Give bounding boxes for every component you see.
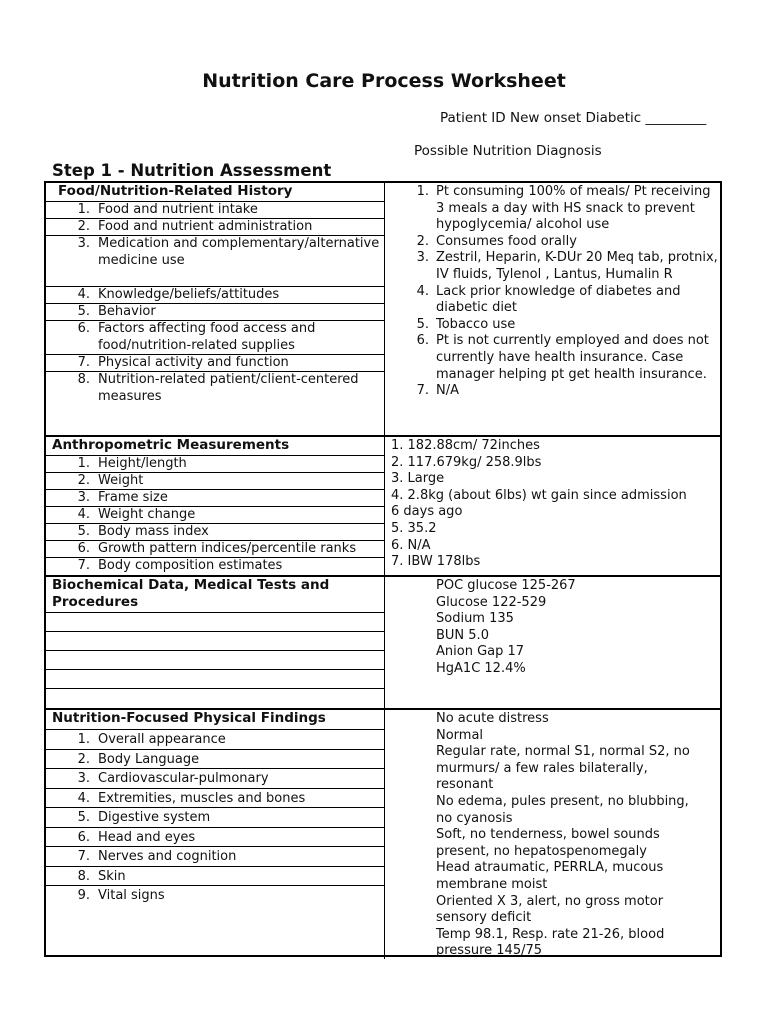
list-item: 5. Behavior bbox=[46, 304, 384, 321]
list-item: 8. Nutrition-related patient/client-centered measures bbox=[77, 372, 359, 404]
finding-line: membrane moist bbox=[436, 876, 548, 892]
list-item: 2. Body Language bbox=[46, 750, 384, 770]
finding-item: 4. Lack prior knowledge of diabetes and diabetic diet bbox=[416, 283, 681, 316]
blank-row bbox=[46, 613, 384, 632]
list-item: 4. Weight change bbox=[46, 507, 384, 524]
finding-line: resonant bbox=[436, 777, 494, 793]
finding-line: Sodium 135 bbox=[436, 611, 514, 627]
food-history-header: Food/Nutrition-Related History bbox=[46, 183, 384, 202]
physical-criteria bbox=[46, 710, 385, 959]
worksheet-title: Nutrition Care Process Worksheet bbox=[202, 70, 566, 92]
list-item: 2. Weight bbox=[46, 473, 384, 490]
list-item: 7. Nerves and cognition bbox=[46, 847, 384, 867]
finding-line: no cyanosis bbox=[436, 810, 513, 826]
list-item: 7. Body composition estimates bbox=[77, 558, 283, 573]
biochemical-section bbox=[46, 575, 720, 710]
nutrition-diagnosis-line: Possible Nutrition Diagnosis bbox=[414, 143, 602, 159]
biochemical-header bbox=[46, 577, 384, 613]
finding-line: 6. N/A bbox=[391, 537, 431, 553]
finding-line: 2. 117.679kg/ 258.9lbs bbox=[391, 454, 542, 470]
finding-item: 1. Pt consuming 100% of meals/ Pt receiving 3 meals a day with HS snack to prevent hypoglycemia/ alcohol use bbox=[416, 184, 711, 233]
biochemical-header-line2: Procedures bbox=[52, 594, 139, 610]
list-item: 3. Medication and complementary/alternative medicine use bbox=[46, 236, 384, 287]
finding-line: murmurs/ a few rales bilaterally, bbox=[436, 760, 648, 776]
finding-line: 4. 2.8kg (about 6lbs) wt gain since admission bbox=[391, 487, 687, 503]
anthropometric-header: Anthropometric Measurements bbox=[46, 437, 384, 456]
finding-line: Normal bbox=[436, 727, 484, 743]
finding-line: 1. 182.88cm/ 72inches bbox=[391, 438, 540, 453]
finding-line: BUN 5.0 bbox=[436, 627, 489, 643]
finding-line: Soft, no tenderness, bowel sounds bbox=[436, 827, 660, 843]
list-item: 4. Knowledge/beliefs/attitudes bbox=[46, 287, 384, 304]
finding-item: 3. Zestril, Heparin, K-DUr 20 Meq tab, protnix, IV fluids, Tylenol , Lantus, Humalin R bbox=[416, 250, 718, 282]
blank-row bbox=[46, 632, 384, 651]
finding-line: Head atraumatic, PERRLA, mucous bbox=[436, 860, 664, 876]
finding-line: Anion Gap 17 bbox=[436, 644, 525, 660]
list-item: 3. Cardiovascular-pulmonary bbox=[46, 769, 384, 789]
list-item: 3. Frame size bbox=[46, 490, 384, 507]
list-item: 1. Food and nutrient intake bbox=[46, 202, 384, 219]
list-item: 6. Head and eyes bbox=[46, 828, 384, 848]
biochemical-criteria bbox=[46, 577, 385, 710]
list-item: 1. Height/length bbox=[46, 456, 384, 473]
finding-line: No edema, pules present, no blubbing, bbox=[436, 793, 689, 809]
finding-item: 6. Pt is not currently employed and does not currently have health insurance. Case manager helping pt get health insurance. bbox=[416, 333, 709, 382]
food-history-findings bbox=[385, 183, 720, 435]
finding-item: 2. Consumes food orally bbox=[416, 233, 577, 249]
finding-line: Glucose 122-529 bbox=[436, 594, 547, 610]
list-item: 4. Extremities, muscles and bones bbox=[46, 789, 384, 809]
biochemical-header-line1: Biochemical Data, Medical Tests and bbox=[52, 577, 330, 593]
anthropometric-findings bbox=[385, 437, 720, 577]
list-item: 7. Physical activity and function bbox=[46, 355, 384, 372]
finding-line: POC glucose 125-267 bbox=[436, 578, 576, 593]
biochemical-findings bbox=[385, 577, 720, 710]
finding-line: 7. IBW 178lbs bbox=[391, 554, 481, 570]
list-item: 8. Skin bbox=[46, 867, 384, 887]
finding-line: 3. Large bbox=[391, 471, 445, 487]
food-history-criteria bbox=[46, 183, 385, 435]
finding-line: Regular rate, normal S1, normal S2, no bbox=[436, 744, 690, 760]
step-heading: Step 1 - Nutrition Assessment bbox=[52, 161, 332, 180]
finding-line: Oriented X 3, alert, no gross motor bbox=[436, 893, 664, 909]
finding-line: present, no hepatospenomegaly bbox=[436, 843, 647, 859]
blank-row bbox=[46, 670, 384, 689]
finding-line: HgA1C 12.4% bbox=[436, 660, 526, 676]
finding-line: pressure 145/75 bbox=[436, 943, 543, 959]
physical-findings-section bbox=[46, 708, 720, 959]
list-item: 6. Growth pattern indices/percentile ranks bbox=[46, 541, 384, 558]
anthropometric-section bbox=[46, 435, 720, 577]
food-history-section bbox=[46, 183, 720, 435]
patient-id-line: Patient ID New onset Diabetic _________ bbox=[440, 110, 707, 126]
finding-line: Temp 98.1, Resp. rate 21-26, blood bbox=[436, 926, 665, 942]
list-item: 5. Digestive system bbox=[46, 808, 384, 828]
assessment-table bbox=[44, 181, 722, 957]
finding-line: 6 days ago bbox=[391, 504, 463, 520]
finding-item: 7. N/A bbox=[416, 383, 459, 399]
list-item: 9. Vital signs bbox=[77, 888, 165, 903]
finding-item: 5. Tobacco use bbox=[416, 316, 516, 332]
finding-line: 5. 35.2 bbox=[391, 520, 437, 536]
physical-header: Nutrition-Focused Physical Findings bbox=[46, 710, 384, 730]
physical-findings bbox=[385, 710, 720, 959]
list-item: 1. Overall appearance bbox=[46, 730, 384, 750]
list-item: 2. Food and nutrient administration bbox=[46, 219, 384, 236]
list-item: 6. Factors affecting food access and food/nutrition-related supplies bbox=[46, 321, 384, 355]
list-item: 5. Body mass index bbox=[46, 524, 384, 541]
blank-row bbox=[46, 689, 384, 709]
anthropometric-criteria bbox=[46, 437, 385, 577]
blank-row bbox=[46, 651, 384, 670]
finding-line: No acute distress bbox=[436, 711, 549, 726]
finding-line: sensory deficit bbox=[436, 910, 532, 926]
